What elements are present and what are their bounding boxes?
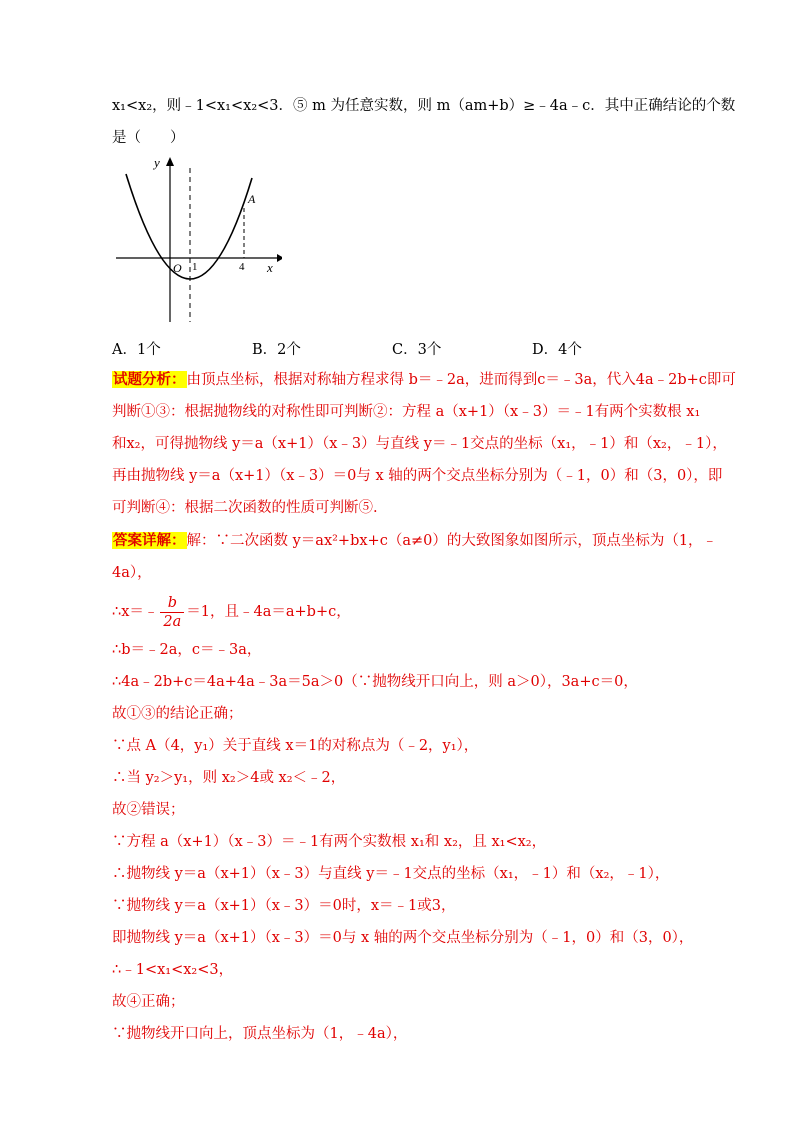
analysis-tag: 试题分析： (113, 371, 186, 388)
analysis-line-4: 再由抛物线 y＝a（x+1）（x﹣3）＝0与 x 轴的两个交点坐标分别为（﹣1，0）和（3，0），即 (112, 468, 723, 484)
analysis-line-3: 和x₂，可得抛物线 y＝a（x+1）（x﹣3）与直线 y＝﹣1交点的坐标（x₁，﹣1）和（x₂，﹣1）， (112, 436, 727, 452)
tick-1-label: 1 (192, 261, 198, 273)
question-line-2: 是（ ） (112, 130, 185, 146)
answer-line-intro (112, 531, 717, 551)
fraction-b-over-2a (160, 594, 184, 631)
answer-step-4: 故①③的结论正确； (112, 706, 243, 722)
answer-line-intro-2: 4a）， (112, 565, 152, 581)
answer-step-14: ∵抛物线开口向上，顶点坐标为（1，﹣4a）， (112, 1026, 408, 1042)
x-axis-arrow (277, 254, 282, 262)
answer-step-6: ∴当 y₂＞y₁，则 x₂＞4或 x₂＜﹣2， (112, 770, 346, 786)
point-a-label: A (248, 192, 256, 206)
answer-step-9: ∴抛物线 y＝a（x+1）（x﹣3）与直线 y＝﹣1交点的坐标（x₁，﹣1）和（x₂，﹣1）， (112, 866, 670, 882)
answer-line-fraction (112, 592, 351, 632)
answer-step-8: ∵方程 a（x+1）（x﹣3）＝﹣1有两个实数根 x₁和 x₂，且 x₁<x₂， (112, 834, 547, 850)
answer-step-10: ∵抛物线 y＝a（x+1）（x﹣3）＝0时，x＝﹣1或3， (112, 898, 456, 914)
answer-step-7: 故②错误； (112, 802, 185, 818)
y-label: y (154, 155, 160, 170)
x-label: x (267, 260, 273, 275)
option-b: B．2个 (252, 342, 301, 358)
analysis-line-5: 可判断④：根据二次函数的性质可判断⑤. (112, 500, 378, 516)
answer-tag: 答案详解： (113, 532, 186, 549)
option-c: C．3个 (392, 342, 442, 358)
origin-label: O (173, 261, 182, 275)
answer-intro-text: 解：∵二次函数 y＝ax²+bx+c（a≠0）的大致图象如图所示，顶点坐标为（1，﹣ (186, 533, 718, 549)
parabola-figure (112, 150, 282, 330)
analysis-line-2: 判断①③：根据抛物线的对称性即可判断②：方程 a（x+1）（x﹣3）＝﹣1有两个实数根 x₁ (112, 404, 701, 420)
answer-step-12: ∴﹣1<x₁<x₂<3， (112, 962, 234, 978)
analysis-text-1: 由顶点坐标，根据对称轴方程求得 b＝﹣2a，进而得到c＝﹣3a，代入4a﹣2b+c即可 (186, 372, 736, 388)
option-a: A．1个 (112, 342, 161, 358)
fraction-denominator: 2a (163, 613, 182, 630)
fraction-suffix: ＝1，且﹣4a＝a+b+c， (186, 604, 351, 620)
answer-step-13: 故④正确； (112, 994, 185, 1010)
tick-4-label: 4 (239, 261, 245, 273)
answer-step-11: 即抛物线 y＝a（x+1）（x﹣3）＝0与 x 轴的两个交点坐标分别为（﹣1，0）和（3，0）， (112, 930, 694, 946)
answer-step-2: ∴b＝﹣2a，c＝﹣3a， (112, 642, 262, 658)
answer-step-5: ∵点 A（4，y₁）关于直线 x＝1的对称点为（﹣2，y₁）， (112, 738, 479, 754)
question-line-1: x₁<x₂，则﹣1<x₁<x₂<3．⑤ m 为任意实数，则 m（am+b）≥﹣4a﹣c．其中正确结论的个数 (112, 98, 736, 114)
parabola-curve (126, 174, 252, 279)
fraction-numerator: b (160, 594, 184, 613)
y-axis-arrow (166, 157, 174, 166)
fraction-prefix: ∴x＝﹣ (112, 604, 159, 620)
analysis-line-1 (112, 370, 736, 390)
answer-step-3: ∴4a﹣2b+c＝4a+4a﹣3a＝5a＞0（∵抛物线开口向上，则 a＞0），3a+c＝0， (112, 674, 638, 690)
option-d: D．4个 (532, 342, 582, 358)
